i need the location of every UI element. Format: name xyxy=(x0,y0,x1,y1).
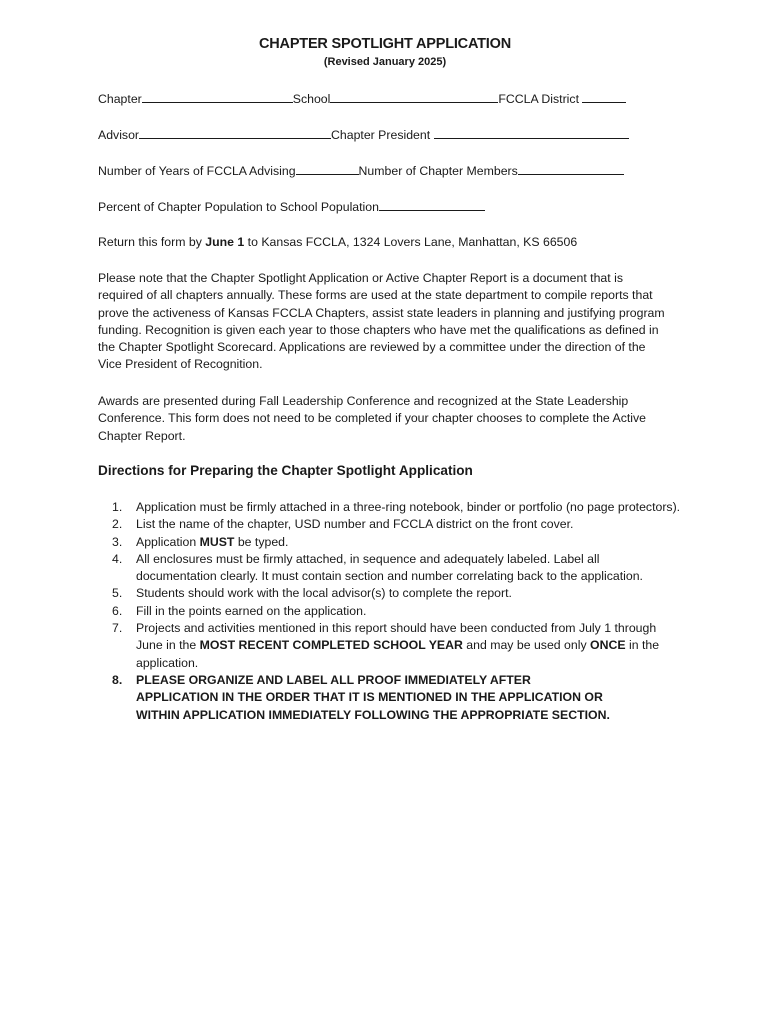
list-item-text: Students should work with the local advisor(s) to complete the report. xyxy=(136,586,512,601)
directions-list xyxy=(98,499,683,724)
school-blank[interactable] xyxy=(330,91,498,103)
awards-text: Awards are presented during Fall Leadership Conference and recognized at the State Leadership Conference. This form does not need to be completed if your chapter chooses to complete the Active Chapter Report. xyxy=(98,394,646,443)
list-item xyxy=(98,672,683,724)
list-item-number: 8. xyxy=(112,672,123,687)
list-item-number: 3. xyxy=(112,534,123,549)
advisor-label: Advisor xyxy=(98,128,140,142)
directions-heading: Directions for Preparing the Chapter Spotlight Application xyxy=(98,463,473,478)
president-label: Chapter President xyxy=(331,128,431,142)
list-item-emphasis: ONCE xyxy=(590,638,626,653)
list-item xyxy=(98,603,683,620)
note-text: Please note that the Chapter Spotlight Application or Active Chapter Report is a document that is required of all chapters annually. These forms are used at the state department to compile reports that prove the activeness of Kansas FCCLA Chapters, assist state leaders in planning and justifying program funding. Recognition is given each year to those chapters who have met the qualifications as defined in the Chapter Spotlight Scorecard. Applications are reviewed by a committee under the direction of the Vice President of Recognition. xyxy=(98,271,665,372)
field-row-percent xyxy=(98,199,485,214)
list-item-number: 6. xyxy=(112,603,123,618)
years-advising-label: Number of Years of FCCLA Advising xyxy=(98,164,296,178)
chapter-blank[interactable] xyxy=(142,91,293,103)
percent-label: Percent of Chapter Population to School Population xyxy=(98,200,379,214)
school-label: School xyxy=(292,92,331,106)
list-item xyxy=(98,516,683,533)
list-item xyxy=(98,534,683,551)
field-row-advisor xyxy=(98,127,629,142)
years-advising-blank[interactable] xyxy=(296,163,359,175)
return-prefix: Return this form by xyxy=(98,235,206,249)
return-deadline: June 1 xyxy=(205,235,245,249)
list-item-number: 7. xyxy=(112,621,123,636)
list-item xyxy=(98,585,683,602)
percent-blank[interactable] xyxy=(379,199,485,211)
list-item-emphasis: MUST xyxy=(199,534,235,549)
list-item-text: All enclosures must be firmly attached, in sequence and adequately labeled. Label all documentation clearly. It must contain section and number correlating back to the application. xyxy=(136,551,643,584)
list-item-number: 2. xyxy=(112,517,123,532)
list-item xyxy=(98,620,683,672)
members-label: Number of Chapter Members xyxy=(358,164,518,178)
return-instructions xyxy=(98,235,577,249)
district-label: FCCLA District xyxy=(498,92,579,106)
awards-paragraph xyxy=(98,393,668,445)
list-item-text: be typed. xyxy=(234,534,289,549)
list-item-text: and may be used only xyxy=(462,638,591,653)
return-suffix: to Kansas FCCLA, 1324 Lovers Lane, Manhattan, KS 66506 xyxy=(244,235,578,249)
list-item-number: 5. xyxy=(112,586,123,601)
field-row-years xyxy=(98,163,624,178)
president-blank[interactable] xyxy=(434,127,629,139)
list-item-number: 1. xyxy=(112,500,123,514)
list-item-emphasis: MOST RECENT COMPLETED SCHOOL YEAR xyxy=(199,638,463,653)
list-item-text: Application must be firmly attached in a three-ring notebook, binder or portfolio (no page protectors). xyxy=(136,500,681,514)
district-blank[interactable] xyxy=(582,91,626,103)
list-item-text: in the application. xyxy=(136,638,660,670)
revision-subtitle: (Revised January 2025) xyxy=(323,56,447,68)
list-item-text: PLEASE ORGANIZE AND LABEL ALL PROOF IMMEDIATELY AFTER APPLICATION IN THE ORDER THAT IT IS MENTIONED IN THE APPLICATION OR WITHIN APPLICATION IMMEDIATELY FOLLOWING THE APPROPRIATE SECTION. xyxy=(136,672,610,722)
list-item-text: Application xyxy=(136,534,200,549)
page-title: CHAPTER SPOTLIGHT APPLICATION xyxy=(259,36,511,52)
list-item-text: Fill in the points earned on the application. xyxy=(136,603,367,618)
list-item-number: 4. xyxy=(112,551,123,566)
list-item xyxy=(98,551,683,586)
chapter-label: Chapter xyxy=(98,92,142,106)
members-blank[interactable] xyxy=(518,163,624,175)
advisor-blank[interactable] xyxy=(139,127,331,139)
list-item-text: Projects and activities mentioned in this report should have been conducted from July 1 through June in the xyxy=(136,621,657,653)
list-item-text: List the name of the chapter, USD number and FCCLA district on the front cover. xyxy=(136,517,574,532)
list-item xyxy=(98,499,683,516)
note-paragraph xyxy=(98,270,668,374)
field-row-chapter xyxy=(98,91,626,106)
